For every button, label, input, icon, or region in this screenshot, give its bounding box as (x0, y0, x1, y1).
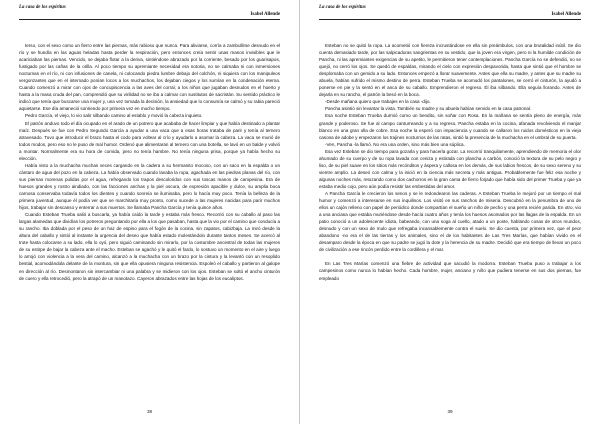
paragraph: Esa noche Esteban Trueba durmió como un bendito, sin soñar con Rosa. En la mañana se sentía pleno de energía, más grande y poderoso. Se fue al campo canturreando y a su regreso, Pancha estaba en la cocina, afanada revolviendo el manjar blanco en una gran olla de cobre. Esa noche la esperó con impaciencia y cuando se callaron los ruidos domésticos en la vieja casona de adobe y empezaron los trajines nocturnos de las ratas, sintió la presencia de la muchacha en el umbral de su puerta. (319, 113, 581, 140)
paragraph: A Pancha García le crecieron los senos y se le redondearon las caderas. A Esteban Trueba le mejoró por un tiempo el mal humor y comenzó a interesarse en sus inquilinos. Los visitó en sus ranchos de miseria. Descubrió en la penumbra de uno de ellos un cajón relleno con papel de periódico donde compartían el sueño un niño de pecho y una perra recién parida. En otro, vio a una anciana que estaba muriéndose desde hacía cuatro años y tenía los huesos asomados por las llagas de la espalda. En un patio conoció a un adolescente idiota, babeando, con una soga al cuello, atado a un poste, hablando cosas de otros mundos, desnudo y con un sexo de mulo que refregaba incansablemente contra el suelo. Se dio cuenta, por primera vez, que el peor abandono -no era el de las tierras y los animales, sino el de los habitantes de Las Tres Marías, que habían vivido en el desamparo desde la época en que su padre se jugó la dote y la herencia de su madre. Decidió que era tiempo de llevar un poco de civilización a ese rincón perdido entre la cordillera y el mar. (319, 190, 581, 253)
header-rule (319, 19, 581, 20)
paragraph: Esteban no se quitó la ropa. La acometió con fiereza incrustándose en ella sin preámbulos, con una brutalidad inútil. Se dio cuenta demasiado tarde, por las salpicaduras sangrientas en su vestido, que la joven era virgen, pero ni la humilde condición de Pancha, ni las apremiantes exigencias de su apetito, le permitieron tener contemplaciones. Pancha García no se defendió, no se quejó, no cerró los ojos. Se quedó de espaldas, mirando el cielo con expresión despavorida, hasta que sintió que el hombre se desplomaba con un gemido a su lado. Entonces empezó a llorar suavemente. Antes que ella su madre, y antes que su madre su abuela, habían sufrido el mismo destino de perra. Esteban Trueba se acomodó los pantalones, se cerró el cinturón, la ayudó a ponerse en pie y la sentó en el anca de su caballo. Emprendieron el regreso. Él iba silbando. Ella seguía llorando. Antes de dejarla en su rancho, el patrón la besó en la boca. (319, 43, 581, 98)
page-number: 38 (146, 409, 153, 414)
paragraph: Pedro García, el viejo, lo vio salir silbando camino al establo y movió la cabeza inquieto. (25, 113, 203, 119)
book-title: La casa de los espíritus (19, 5, 66, 10)
paragraph: Cuando Esteban Trueba salió a buscarla, ya había caído la tarde y estaba más fresco. Recorrió con su caballo al paso las largas alamedas que dividían los potreros preguntando por ella a los que pasaban, hasta que la vio por el camino que conducía a su rancho. Iba doblada por el peso de un haz de espino para el fogón de la cocina, sin zapatos, cabizbaja. La miró desde la altura del caballo y sintió al instante la urgencia del deseo que había estado molestándolo durante tantos meses. Se acercó al trote hasta colocarse a su lado, ella lo oyó, pero siguió caminando sin mirarlo, por la costumbre ancestral de todas las mujeres de su estirpe de bajar la cabeza ante el macho. Esteban se agachó y le quitó el fardo, lo sostuvo un momento en el aire y luego lo arrojó con violencia a la vera del camino, alcanzó a la muchacha con un brazo por la cintura y la levantó con un resoplido bestial, acomodándola delante de la montura, sin que ella opusiera ninguna resistencia. Espoleó el caballo y partieron al galope en dirección al río. Desmontaron sin intercambiar ni una palabra y se midieron con los ojos. Esteban se soltó el ancho cinturón de cuero y ella retrocedió, pero la atrapó de un manotazo. Cayeron abrazados entre las hojas de los eucaliptos. (19, 212, 280, 281)
paragraph: terso, con el sexo como un fierro entre las piernas, más rabioso que nunca. Para aliviarse, corría a zambullirse desnudo en el río y se hundía en las aguas heladas hasta perder la respiración, pero entonces creía sentir unas manos invisibles que le acariciaban las piernas. Vencido, se dejaba flotar a la deriva, sintiéndose abrazado por la corriente, besado por los guarisapos, fustigado por las cañas de la orilla. Al poco tiempo su apremiante necesidad era notoria, no se calmaba ni con inmersiones nocturnas en el río, ni con infusiones de canela, ni colocando piedra lumbre debajo del colchón, ni siquiera con los manipuleos vergonzantes que en el internado ponían locos a los muchachos, los dejaban ciegos y los sumían en la condenación eterna. Cuando comenzó a mirar con ojos de concupiscencia a las aves del corral, a los niños que jugaban desnudos en el huerto y hasta a la masa cruda del pan, comprendió que su virilidad no se iba a calmar con sustitutos de sacristán. Su sentido práctico le indicó que tenía que buscarse una mujer y, una vez tomada la decisión, la ansiedad que lo consumía se calmó y su rabia pareció aquietarse. Ese día amaneció sonriendo por primera vez en mucho tiempo. (19, 43, 280, 112)
right-page-header (319, 5, 581, 21)
paragraph: -Desde mañana quiero que trabajes en la casa -dijo. (325, 99, 431, 105)
header-rule (19, 19, 280, 20)
paragraph: Esa vez Esteban se dio tiempo para gozarla y para hacerla gozar. La recorrió tranquilamente, aprendiendo de memoria el olor ahumado de su cuerpo y de su ropa lavada con ceniza y estirada con plancha a carbón, conoció la textura de su pelo negro y liso, de su piel suave en los sitios más recónditos y áspera y callosa en los demás, de sus labios frescos, de su sexo sereno y su vientre amplio. La deseó con calma y la inició en la ciencia más secreta y más antigua. Probablemente fue feliz esa noche y algunas noches más, retozando como dos cachorros en la gran cama de fierro forjado que había sido del primer Trueba y que ya estaba medio cojo, pero aún podía resistir las embestidas del amor. (319, 148, 581, 189)
page-number: 39 (447, 409, 453, 414)
right-page (300, 0, 600, 424)
left-page-header (19, 5, 280, 21)
paragraph: -Ven, Pancha -la llamó. No era una orden, sino más bien una súplica. (325, 141, 465, 147)
paragraph: El patrón anduvo todo el día ocupado en el arado de un potrero que acababa de hacer limpiar y que había destinado a plantar maíz. Después se fue con Pedro Segundo García a ayudar a una vaca que a esas horas trataba de parir y tenía al ternero atravesado. Tuvo que introducir el brazo hasta el codo para voltear al crío y ayudarlo a asomar la cabeza. La vaca se murió de todos modos, pero eso no le puso de mal humor. Ordenó que alimentaran al ternero con una botella, se lavó en un balde y volvió a montar. Normalmente era su hora de comida, pero no tenía hambre. No tenía ninguna prisa, porque ya había hecho su elección. (19, 120, 280, 161)
right-page-body (319, 42, 581, 397)
paragraph: Había visto a la muchacha muchas veces cargando en la cadera a su hermanito mocoso, con un saco en la espalda o un cántaro de agua del pozo en la cabeza. La había observado cuando lavaba la ropa, agachada en las piedras planas del río, con sus piernas morenas pulidas por el agua, refregando los trapos descoloridos con sus toscas manos de campesina. Era de huesos grandes y rostro aindiado, con las facciones anchas y la piel oscura, de expresión apacible y dulce, su amplia boca carnosa conservaba todavía todos los dientes y cuando sonreía se iluminaba, pero lo hacía muy poco. Tenía la belleza de la primera juventud, aunque él podía ver que se marchitaría muy pronto, como sucede a las mujeres nacidas para parir muchos hijos, trabajar sin descanso y enterrar a sus muertos. Se llamaba Pancha García y tenía quince años. (19, 162, 280, 211)
book-author: Isabel Allende (551, 12, 581, 17)
book-title: La casa de los espíritus (319, 5, 366, 10)
left-page-body (19, 42, 280, 397)
book-author: Isabel Allende (250, 12, 280, 17)
paragraph: Pancha asintió sin levantar la vista. También su madre y su abuela habían servido en la casa patronal. (325, 106, 532, 112)
paragraph: En Las Tres Marías comenzó una fiebre de actividad que sacudió la modorra. Esteban Trueba puso a trabajar a los campesinos como nunca lo habían hecho. Cada hombre, mujer, anciano y niño que pudiera tenerse en sus dos piernas, fue empleado (319, 261, 581, 281)
